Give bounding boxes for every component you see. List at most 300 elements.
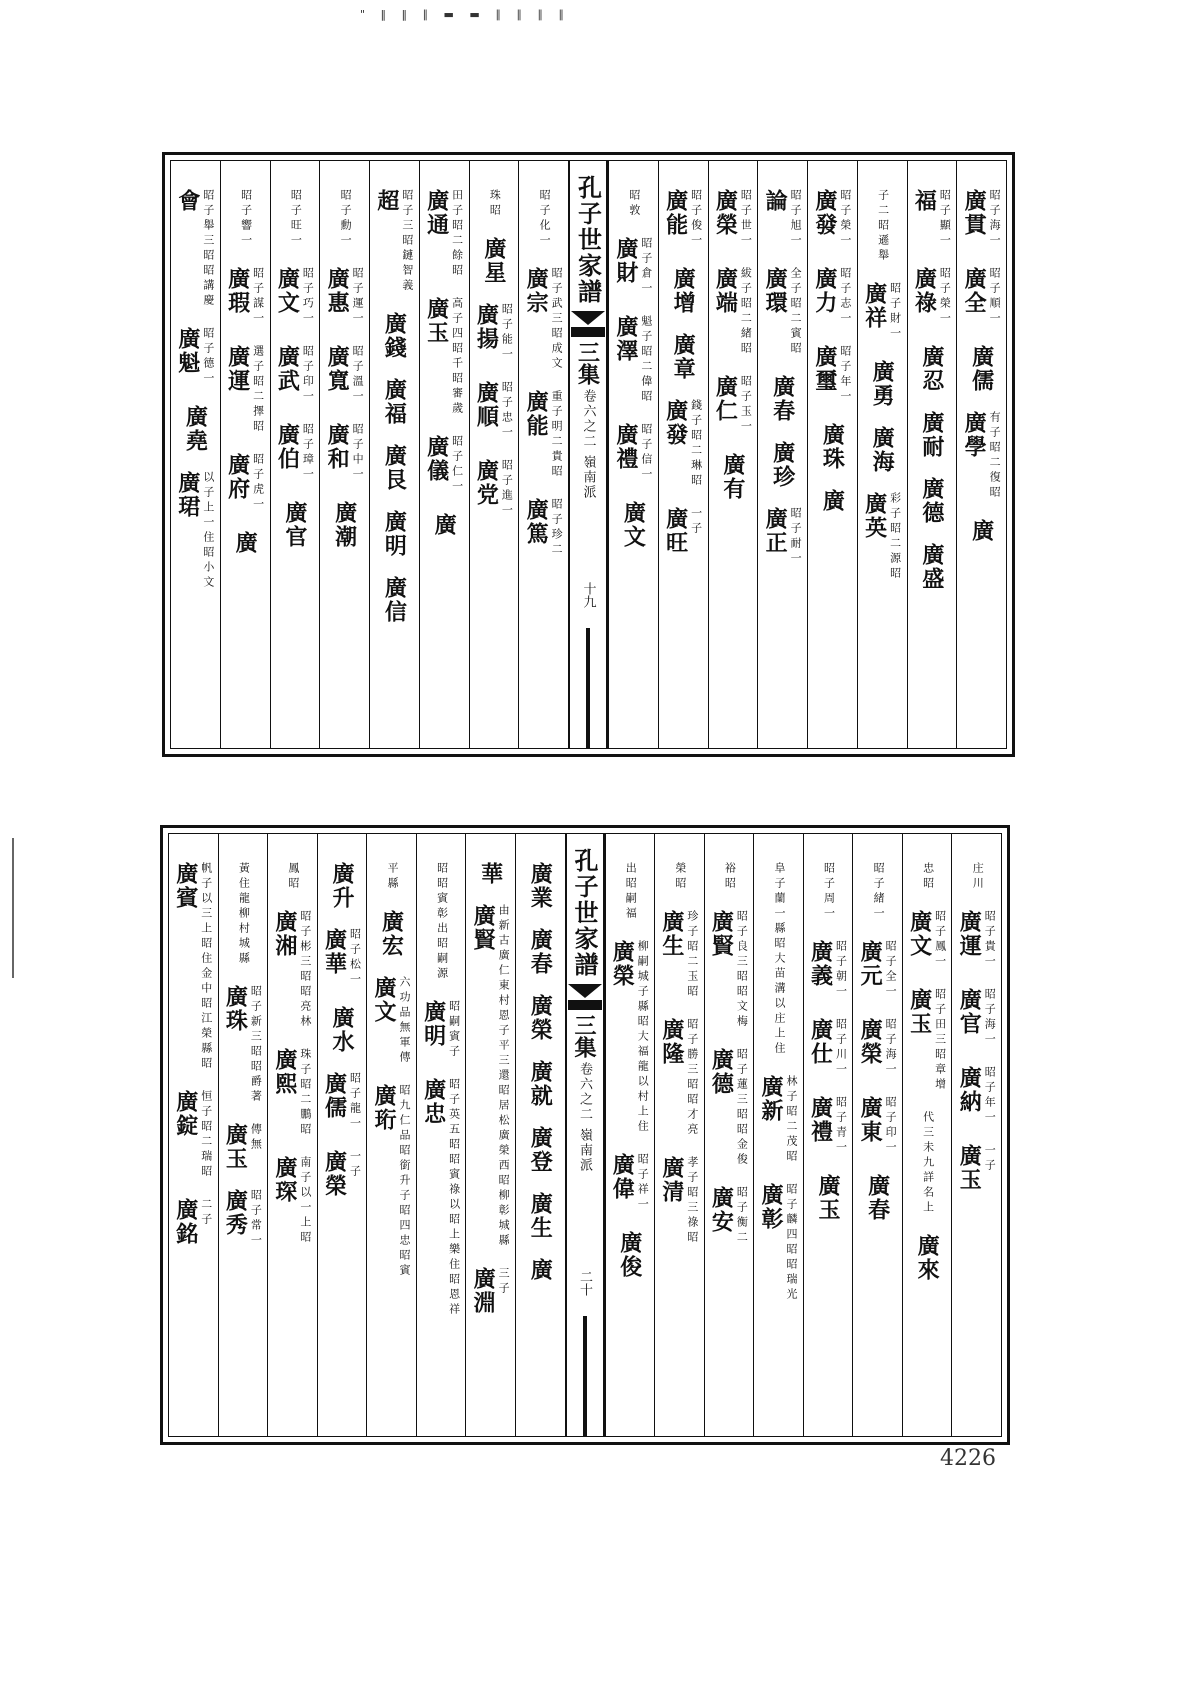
person-name: 廣惠	[324, 267, 351, 315]
genealogy-column	[951, 834, 1001, 1436]
juan-label: 卷六之二 嶺南派	[577, 1062, 592, 1174]
person-note: 林子昭二茂昭	[784, 1075, 798, 1165]
person-note: 昭子勳一	[339, 189, 353, 249]
genealogy-entry	[322, 928, 361, 988]
genealogy-entry	[425, 435, 464, 495]
genealogy-entry	[771, 862, 786, 1057]
person-name: 廣珩	[371, 1084, 398, 1132]
genealogy-entry	[858, 1018, 897, 1078]
genealogy-entry	[614, 237, 653, 297]
person-name: 廣彰	[757, 1183, 784, 1231]
person-name: 廣星	[480, 237, 507, 285]
person-name: 廣宏	[378, 910, 405, 958]
page-frame	[168, 833, 1002, 1437]
person-note: 昭子緒一	[872, 862, 886, 922]
genealogy-entry	[672, 862, 687, 892]
page-number: 二十	[577, 1270, 592, 1296]
genealogy-entry	[614, 315, 653, 405]
genealogy-entry	[528, 994, 552, 1042]
genealogy-entry	[763, 189, 802, 249]
person-note: 昭九仁品昭銜升子昭四忠昭賓	[398, 1084, 412, 1279]
person-name: 廣榮	[712, 189, 739, 237]
genealogy-entry	[482, 237, 506, 285]
genealogy-entry	[908, 988, 947, 1093]
genealogy-entry	[912, 189, 951, 249]
person-note: 傳無	[249, 1123, 263, 1153]
genealogy-column	[708, 161, 758, 748]
person-name: 廣珠	[819, 423, 846, 471]
person-name: 廣	[968, 519, 995, 543]
person-name: 廣勇	[869, 360, 896, 408]
person-note: 代三未九詳名上	[921, 1111, 935, 1216]
person-note: 珠昭	[488, 189, 502, 219]
person-name: 廣文	[274, 267, 301, 315]
person-name: 廣環	[762, 267, 789, 315]
person-note: 昭子常一	[249, 1189, 263, 1249]
genealogy-entry	[870, 862, 885, 922]
person-note: 昭子松一	[348, 928, 362, 988]
person-note: 紱子昭二緒昭	[739, 267, 753, 357]
genealogy-entry	[912, 267, 951, 327]
person-name: 廣珠	[222, 985, 249, 1033]
genealogy-entry	[858, 1096, 897, 1156]
person-note: 昭子巧一	[301, 267, 315, 327]
book-title: 孔子世家譜	[573, 175, 603, 305]
genealogy-column	[218, 834, 268, 1436]
person-name: 廣就	[527, 1060, 554, 1108]
genealogy-entry	[325, 423, 364, 483]
genealogy-column	[907, 161, 957, 748]
genealogy-entry	[273, 1048, 312, 1138]
genealogy-entry	[621, 501, 645, 549]
genealogy-entry	[957, 988, 996, 1048]
person-note: 昭子年一	[838, 345, 852, 405]
genealogy-entry	[875, 189, 890, 264]
person-name: 廣琛	[271, 1156, 298, 1204]
person-name: 廣玉	[956, 1144, 983, 1192]
person-name: 廣力	[811, 267, 838, 315]
genealogy-column	[317, 834, 367, 1436]
person-name: 廣新	[757, 1075, 784, 1123]
genealogy-entry	[763, 507, 802, 567]
genealogy-entry	[610, 1153, 649, 1213]
genealogy-entry	[528, 1126, 552, 1174]
person-name: 廣運	[224, 345, 251, 393]
genealogy-entry	[813, 267, 852, 327]
genealogy-entry	[957, 1144, 996, 1192]
genealogy-entry	[382, 444, 406, 492]
person-name: 廣玉	[815, 1174, 842, 1222]
person-name: 廣淵	[470, 1267, 497, 1315]
genealogy-entry	[969, 862, 984, 892]
genealogy-entry	[866, 1174, 890, 1222]
person-note: 昭子順一	[988, 267, 1002, 327]
genealogy-entry	[528, 862, 552, 910]
person-name: 廣文	[906, 910, 933, 958]
genealogy-entry	[664, 507, 703, 555]
person-name: 廣璽	[811, 345, 838, 393]
genealogy-entry	[721, 453, 745, 501]
genealogy-entry	[709, 1048, 748, 1168]
person-note: 昭子顯一	[938, 189, 952, 249]
person-note: 一子	[983, 1144, 997, 1174]
genealogy-entry	[920, 1111, 935, 1216]
genealogy-entry	[614, 423, 653, 483]
person-note: 昭子財一	[888, 282, 902, 342]
genealogy-entry	[671, 333, 695, 381]
person-note: 昭子川一	[834, 1018, 848, 1078]
person-name: 廣業	[527, 862, 554, 910]
genealogy-column	[515, 834, 565, 1436]
fold-bottom-line	[586, 628, 590, 748]
person-note: 昭子珍二	[550, 498, 564, 558]
genealogy-entry	[664, 399, 703, 489]
person-note: 昭子蓮三昭昭金俊	[735, 1048, 749, 1168]
genealogy-column	[608, 161, 658, 748]
fishtail-mark	[568, 984, 602, 998]
genealogy-column	[220, 161, 270, 748]
person-note: 魁子昭二偉昭	[639, 315, 653, 405]
genealogy-column	[902, 834, 952, 1436]
fishtail-bar	[571, 327, 605, 337]
genealogy-entry	[671, 267, 695, 315]
person-note: 昭子耐一	[789, 507, 803, 567]
person-note: 珍子昭二玉昭	[685, 910, 699, 1000]
genealogy-entry	[709, 1186, 748, 1246]
person-note: 平縣	[386, 862, 400, 892]
person-name: 廣秀	[222, 1189, 249, 1237]
person-note: 六功品無軍傳	[398, 976, 412, 1066]
person-note: 昭子貴一	[983, 910, 997, 970]
person-name: 廣榮	[857, 1018, 884, 1066]
person-note: 昭子忠一	[500, 381, 514, 441]
juan-label: 卷六之二 嶺南派	[580, 389, 596, 501]
person-note: 昭子榮一	[838, 189, 852, 249]
person-note: 昭子運一	[351, 267, 365, 327]
person-name: 廣榮	[321, 1150, 348, 1198]
genealogy-entry	[479, 862, 503, 886]
person-note: 昭子舉三昭昭講慶	[201, 189, 215, 309]
person-name: 廣耐	[918, 411, 945, 459]
genealogy-entry	[275, 345, 314, 405]
person-name: 廣	[232, 531, 259, 555]
genealogy-entry	[233, 531, 257, 555]
person-note: 昭子周一	[822, 862, 836, 922]
genealogy-column	[169, 834, 218, 1436]
person-name: 廣	[527, 1258, 554, 1282]
person-note: 昭子能一	[500, 303, 514, 363]
genealogy-entry	[626, 189, 641, 219]
person-note: 三子	[497, 1267, 511, 1297]
genealogy-entry	[330, 862, 354, 910]
person-name: 廣銘	[172, 1198, 199, 1246]
person-name: 廣信	[381, 576, 408, 624]
page-number: 十九	[580, 582, 596, 608]
person-name: 廣儒	[321, 1072, 348, 1120]
genealogy-entry	[809, 1018, 848, 1078]
person-name: 廣水	[328, 1006, 355, 1054]
person-note: 出昭嗣福	[624, 862, 638, 922]
genealogy-column	[753, 834, 803, 1436]
genealogy-entry	[273, 1156, 312, 1246]
person-note: 昭子璋一	[301, 423, 315, 483]
genealogy-entry	[809, 1096, 848, 1156]
person-name: 廣禮	[612, 423, 639, 471]
person-name: 華	[477, 862, 504, 886]
genealogy-entry	[528, 1060, 552, 1108]
person-note: 南子以一上昭	[298, 1156, 312, 1246]
person-name: 廣義	[807, 940, 834, 988]
person-name: 廣和	[324, 423, 351, 471]
genealogy-entry	[333, 501, 357, 549]
genealogy-entry	[957, 1066, 996, 1126]
person-name: 廣俊	[616, 1231, 643, 1279]
person-name: 廣生	[658, 910, 685, 958]
person-name: 廣發	[811, 189, 838, 237]
genealogy-entry	[759, 1075, 798, 1165]
genealogy-page-20	[160, 825, 1010, 1445]
person-name: 廣德	[708, 1048, 735, 1096]
person-note: 昭子虎一	[251, 453, 265, 513]
person-name: 廣元	[857, 940, 884, 988]
genealogy-entry	[870, 426, 894, 474]
person-name: 廣官	[281, 501, 308, 549]
person-name: 廣能	[523, 390, 550, 438]
genealogy-entry	[382, 510, 406, 558]
genealogy-entry	[618, 1231, 642, 1279]
genealogy-entry	[920, 862, 935, 892]
genealogy-entry	[471, 904, 510, 1249]
person-name: 廣	[819, 489, 846, 513]
person-name: 廣忠	[420, 1078, 447, 1126]
person-note: 柳嗣城子縣昭大福龍以村上住	[636, 940, 650, 1135]
person-name: 廣德	[918, 477, 945, 525]
genealogy-column	[852, 834, 902, 1436]
genealogy-entry	[809, 940, 848, 1000]
person-note: 榮昭	[673, 862, 687, 892]
person-note: 昭子三昭鏈智義	[400, 189, 414, 294]
person-name: 廣祥	[861, 282, 888, 330]
genealogy-entry	[422, 1000, 461, 1060]
person-note: 全子昭二賓昭	[789, 267, 803, 357]
person-note: 鳳昭	[286, 862, 300, 892]
person-note: 昭子麟四昭昭瑞光	[784, 1183, 798, 1303]
genealogy-column	[956, 161, 1006, 748]
person-name: 廣儀	[423, 435, 450, 483]
person-note: 帆子以三上昭住金中昭江榮縣昭	[199, 862, 213, 1072]
genealogy-entry	[372, 1084, 411, 1279]
person-note: 昭子勝三昭昭才亮	[685, 1018, 699, 1138]
genealogy-entry	[524, 267, 563, 372]
person-note: 黃住龍柳村城縣	[237, 862, 251, 967]
genealogy-entry	[771, 441, 795, 489]
person-note: 昭子彬三昭昭亮林	[298, 910, 312, 1030]
genealogy-entry	[920, 477, 944, 525]
genealogy-column	[857, 161, 907, 748]
genealogy-entry	[771, 375, 795, 423]
person-note: 昭子良三昭昭文梅	[735, 910, 749, 1030]
person-name: 廣英	[861, 492, 888, 540]
person-name: 廣伯	[274, 423, 301, 471]
genealogy-entry	[962, 411, 1001, 501]
genealogy-entry	[920, 411, 944, 459]
genealogy-entry	[283, 501, 307, 549]
genealogy-entry	[322, 1072, 361, 1132]
person-name: 廣貫	[961, 189, 988, 237]
person-name: 廣玉	[423, 297, 450, 345]
genealogy-column	[757, 161, 807, 748]
genealogy-column	[267, 834, 317, 1436]
genealogy-entry	[223, 1123, 262, 1171]
person-note: 昭子印一	[301, 345, 315, 405]
genealogy-entry	[821, 862, 836, 922]
person-note: 彩子昭二源昭	[888, 492, 902, 582]
person-note: 重子明二貴昭	[550, 390, 564, 480]
genealogy-entry	[664, 189, 703, 249]
volume-ji: 三集	[574, 341, 601, 385]
person-note: 選子昭二擇昭	[251, 345, 265, 435]
center-fold-column	[565, 834, 605, 1436]
person-name: 廣揚	[473, 303, 500, 351]
genealogy-entry	[176, 471, 215, 591]
genealogy-entry	[660, 1018, 699, 1138]
person-name: 廣府	[224, 453, 251, 501]
genealogy-entry	[474, 459, 513, 519]
fishtail-mark	[571, 311, 605, 325]
genealogy-page-19	[162, 152, 1015, 757]
person-name: 廣清	[658, 1156, 685, 1204]
genealogy-entry	[382, 576, 406, 624]
person-name: 廣財	[612, 237, 639, 285]
genealogy-entry	[813, 189, 852, 249]
person-name: 廣盛	[918, 543, 945, 591]
genealogy-entry	[486, 189, 501, 219]
person-name: 廣党	[473, 459, 500, 507]
genealogy-entry	[820, 423, 844, 471]
genealogy-entry	[962, 267, 1001, 327]
genealogy-entry	[471, 1267, 510, 1315]
genealogy-column	[658, 161, 708, 748]
person-name: 廣發	[662, 399, 689, 447]
genealogy-column	[366, 834, 416, 1436]
genealogy-entry	[287, 189, 302, 249]
genealogy-entry	[372, 976, 411, 1066]
genealogy-entry	[622, 862, 637, 922]
person-name: 廣全	[961, 267, 988, 315]
person-name: 廣寬	[324, 345, 351, 393]
genealogy-entry	[337, 189, 352, 249]
genealogy-entry	[713, 267, 752, 357]
person-note: 昭子倉一	[639, 237, 653, 297]
person-name: 廣順	[473, 381, 500, 429]
person-name: 廣珺	[174, 471, 201, 519]
genealogy-column	[807, 161, 857, 748]
person-note: 昭子海一	[983, 988, 997, 1048]
genealogy-column	[803, 834, 853, 1436]
fold-bottom-line	[583, 1316, 587, 1436]
person-name: 廣篤	[523, 498, 550, 546]
genealogy-entry	[425, 297, 464, 417]
person-note: 子二昭遜舉	[876, 189, 890, 264]
person-name: 論	[762, 189, 789, 213]
person-name: 廣賢	[470, 904, 497, 952]
person-name: 廣有	[719, 453, 746, 501]
person-name: 廣玉	[906, 988, 933, 1036]
person-name: 廣賓	[172, 862, 199, 910]
genealogy-entry	[721, 862, 736, 892]
genealogy-entry	[713, 375, 752, 435]
genealogy-column	[416, 834, 466, 1436]
person-name: 廣隆	[658, 1018, 685, 1066]
person-note: 二子	[199, 1198, 213, 1228]
person-note: 田子昭二餘昭	[450, 189, 464, 279]
person-note: 昭子響一	[239, 189, 253, 249]
genealogy-column	[369, 161, 419, 748]
genealogy-entry	[174, 862, 213, 1072]
person-name: 廣春	[864, 1174, 891, 1222]
person-name: 廣春	[769, 375, 796, 423]
genealogy-column	[654, 834, 704, 1436]
genealogy-entry	[660, 910, 699, 1000]
person-note: 昭子榮一	[938, 267, 952, 327]
person-name: 廣福	[381, 378, 408, 426]
genealogy-entry	[524, 390, 563, 480]
person-name: 廣增	[670, 267, 697, 315]
genealogy-entry	[920, 345, 944, 393]
person-note: 高子四昭千昭審歲	[450, 297, 464, 417]
person-note: 恒子昭二瑞昭	[199, 1090, 213, 1180]
person-name: 廣通	[423, 189, 450, 237]
genealogy-entry	[238, 189, 253, 249]
person-name: 廣登	[527, 1126, 554, 1174]
person-name: 廣明	[381, 510, 408, 558]
person-note: 昭子旺一	[289, 189, 303, 249]
person-note: 昭敦	[627, 189, 641, 219]
person-note: 昭昭賓彰出昭嗣源	[435, 862, 449, 982]
person-name: 會	[174, 189, 201, 213]
header-scan-marks: " ‖ ‖ ∥ ▬ ▬ ∥ ∥ ∥ ∥	[360, 8, 570, 21]
genealogy-entry	[422, 1078, 461, 1318]
person-name: 廣仕	[807, 1018, 834, 1066]
genealogy-entry	[820, 489, 844, 513]
page-frame	[170, 160, 1007, 749]
person-note: 錢子昭二琳昭	[689, 399, 703, 489]
person-note: 昭子朝一	[834, 940, 848, 1000]
person-note: 昭子青一	[834, 1096, 848, 1156]
genealogy-entry	[524, 498, 563, 558]
person-name: 廣文	[371, 976, 398, 1024]
person-name: 廣堯	[182, 405, 209, 453]
genealogy-column	[270, 161, 320, 748]
person-name: 廣熙	[271, 1048, 298, 1096]
person-note: 昭子中一	[351, 423, 365, 483]
genealogy-entry	[425, 189, 464, 279]
person-name: 廣華	[321, 928, 348, 976]
genealogy-entry	[183, 405, 207, 453]
person-name: 廣春	[527, 928, 554, 976]
genealogy-column	[605, 834, 655, 1436]
person-note: 昭子玉一	[739, 375, 753, 435]
genealogy-entry	[384, 862, 399, 892]
person-name: 廣瑕	[224, 267, 251, 315]
person-note: 忠昭	[921, 862, 935, 892]
genealogy-entry	[713, 189, 752, 249]
person-name: 廣武	[274, 345, 301, 393]
person-note: 昭子進一	[500, 459, 514, 519]
person-name: 廣玉	[222, 1123, 249, 1171]
scan-edge-line	[12, 838, 14, 978]
genealogy-entry	[528, 928, 552, 976]
